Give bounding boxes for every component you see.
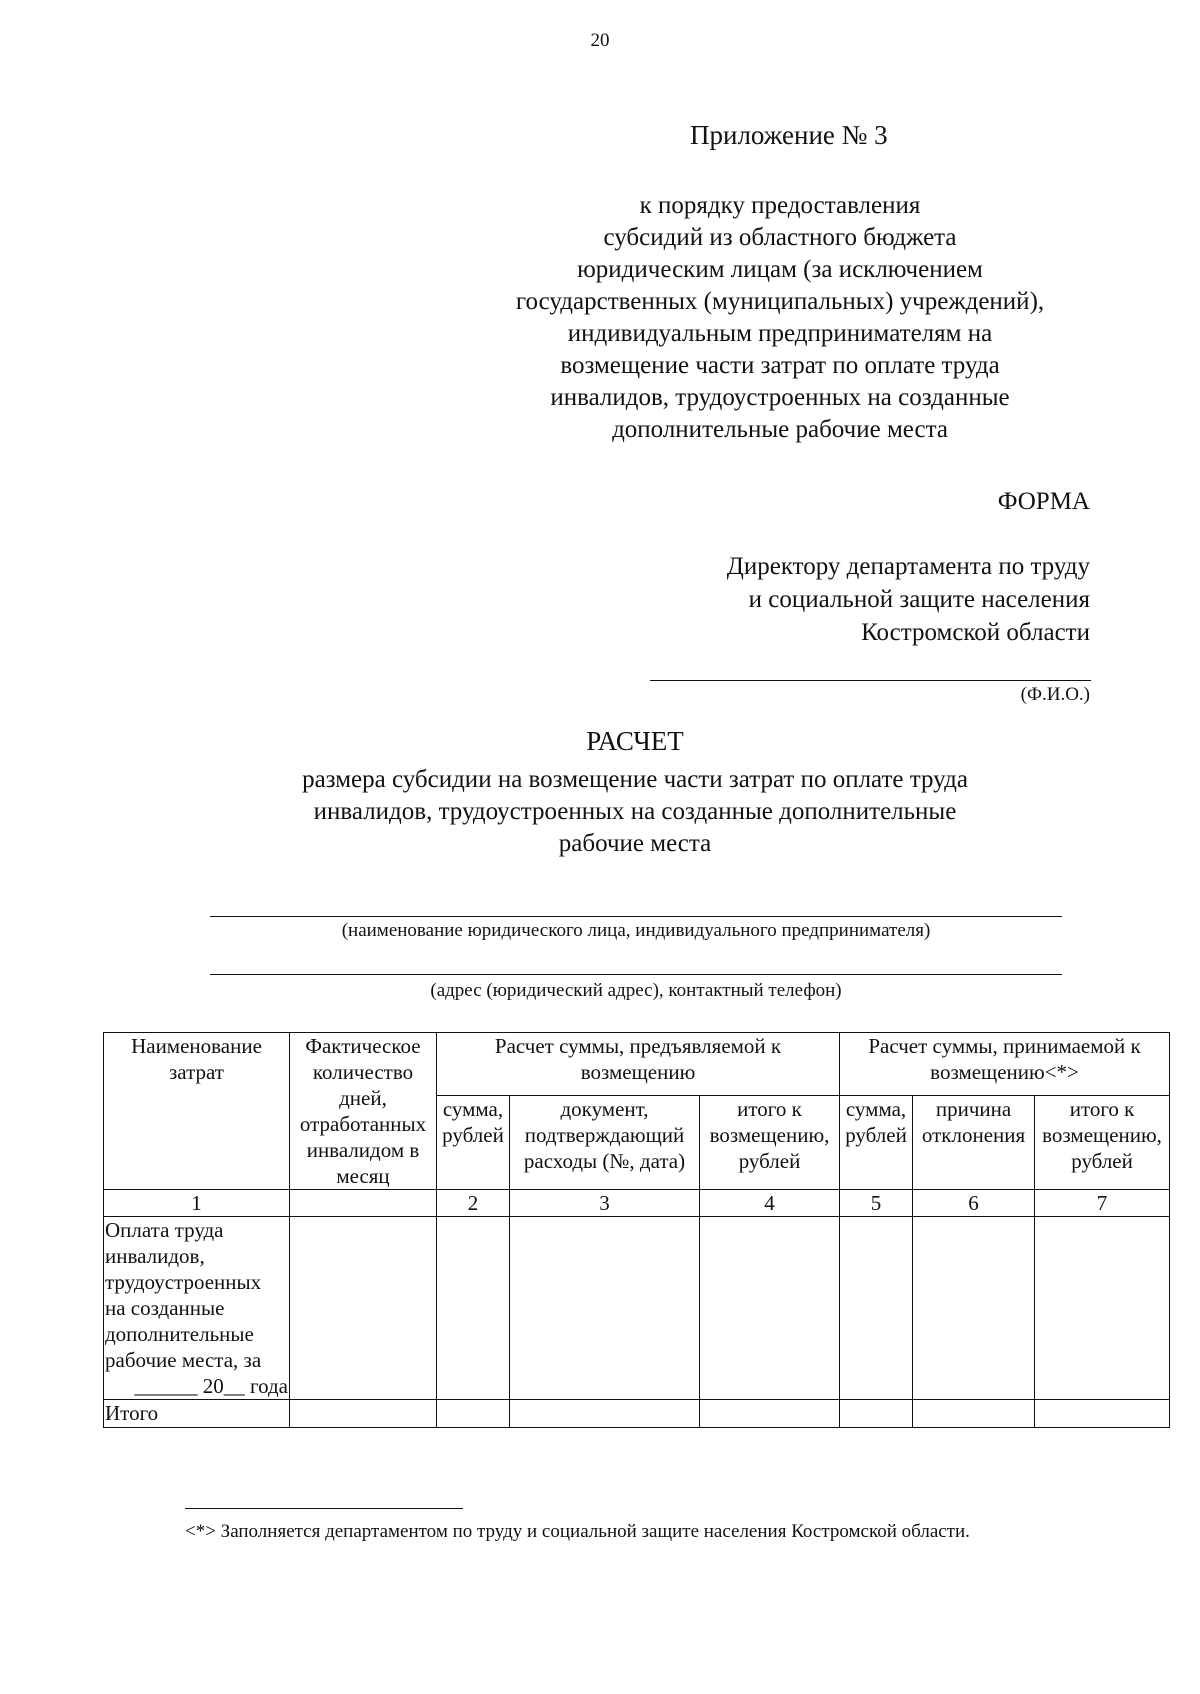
row-label-wage <box>104 1217 290 1400</box>
addressee-block <box>590 550 1090 649</box>
header-sum: сумма, рублей <box>437 1096 510 1190</box>
cell-total-sum-accepted[interactable] <box>840 1400 913 1428</box>
column-number: 6 <box>913 1190 1035 1217</box>
cell-days[interactable] <box>290 1217 437 1400</box>
row-label-line: ______ 20__ года <box>134 1374 288 1398</box>
document-subtitle-line: инвалидов, трудоустроенных на созданные дополнительные <box>313 798 957 825</box>
column-number: 2 <box>437 1190 510 1217</box>
org-name-fill-line[interactable] <box>210 916 1062 917</box>
column-number: 4 <box>700 1190 840 1217</box>
address-fill-line[interactable] <box>210 974 1062 975</box>
page-number: 20 <box>590 30 610 51</box>
addressee-line: Директору департамента по труду <box>726 553 1090 580</box>
form-label: ФОРМА <box>997 488 1090 515</box>
table-header-row <box>104 1033 1170 1096</box>
appendix-subtitle-line: дополнительные рабочие места <box>612 416 948 443</box>
calculation-table <box>103 1032 1170 1428</box>
cell-total-sum[interactable] <box>437 1400 510 1428</box>
table-number-row <box>104 1190 1170 1217</box>
cell-total-document[interactable] <box>510 1400 700 1428</box>
cell-document[interactable] <box>510 1217 700 1400</box>
fio-caption: (Ф.И.О.) <box>1020 684 1090 705</box>
document-subtitle-line: рабочие места <box>558 830 712 857</box>
appendix-title: Приложение № 3 <box>690 120 888 150</box>
document-subtitle <box>230 764 1040 860</box>
appendix-subtitle-line: государственных (муниципальных) учреждений), <box>515 288 1045 315</box>
row-label-line: дополнительные <box>105 1322 254 1346</box>
row-label-line: Оплата труда <box>105 1218 224 1242</box>
appendix-subtitle-line: возмещение части затрат по оплате труда <box>560 352 1000 379</box>
header-days-count: Фактическое количество дней, отработанных инвалидом в месяц <box>290 1033 437 1190</box>
footnote: <*> Заполняется департаментом по труду и социальной защите населения Костромской области. <box>185 1521 970 1542</box>
document-title: РАСЧЕТ <box>586 726 684 756</box>
header-total-claimed: итого к возмещению, рублей <box>700 1096 840 1190</box>
cell-total-accepted[interactable] <box>1035 1217 1170 1400</box>
header-reason: причина отклонения <box>913 1096 1035 1190</box>
appendix-subtitle-line: субсидий из областного бюджета <box>603 224 957 251</box>
addressee-line: Костромской области <box>861 619 1090 646</box>
cell-sum[interactable] <box>437 1217 510 1400</box>
org-name-caption: (наименование юридического лица, индивидуального предпринимателя) <box>341 920 931 941</box>
header-cost-name: Наименование затрат <box>104 1033 290 1190</box>
cell-total-claimed-sum[interactable] <box>700 1400 840 1428</box>
cell-total-reason[interactable] <box>913 1400 1035 1428</box>
row-label-line: трудоустроенных <box>105 1270 262 1294</box>
cell-total-days[interactable] <box>290 1400 437 1428</box>
row-label-line: на созданные <box>105 1296 225 1320</box>
column-number: 7 <box>1035 1190 1170 1217</box>
table-row <box>104 1217 1170 1400</box>
row-label-line: рабочие места, за <box>105 1348 262 1372</box>
cell-total-accepted-sum[interactable] <box>1035 1400 1170 1428</box>
fio-fill-line[interactable] <box>650 680 1091 681</box>
cell-sum-accepted[interactable] <box>840 1217 913 1400</box>
row-label-total: Итого <box>104 1400 290 1428</box>
footnote-separator <box>185 1508 463 1509</box>
cell-total-claimed[interactable] <box>700 1217 840 1400</box>
header-claimed-group: Расчет суммы, предъявляемой к возмещению <box>437 1033 840 1096</box>
appendix-subtitle-line: индивидуальным предпринимателям на <box>567 320 993 347</box>
addressee-line: и социальной защите населения <box>748 586 1090 613</box>
header-sum-accepted: сумма, рублей <box>840 1096 913 1190</box>
cell-reason[interactable] <box>913 1217 1035 1400</box>
document-subtitle-line: размера субсидии на возмещение части затрат по оплате труда <box>302 766 968 793</box>
header-document: документ, подтверждающий расходы (№, дата) <box>510 1096 700 1190</box>
appendix-subtitle-line: юридическим лицам (за исключением <box>577 256 983 283</box>
column-number: 5 <box>840 1190 913 1217</box>
header-accepted-group: Расчет суммы, принимаемой к возмещению<*> <box>840 1033 1170 1096</box>
appendix-subtitle <box>470 190 1090 446</box>
column-number: 3 <box>510 1190 700 1217</box>
appendix-subtitle-line: инвалидов, трудоустроенных на созданные <box>550 384 1010 411</box>
table-row-total <box>104 1400 1170 1428</box>
appendix-subtitle-line: к порядку предоставления <box>639 192 921 219</box>
address-caption: (адрес (юридический адрес), контактный телефон) <box>430 980 842 1001</box>
column-number: 1 <box>104 1190 290 1217</box>
column-number-empty <box>290 1190 437 1217</box>
row-label-line: инвалидов, <box>105 1244 205 1268</box>
header-total-accepted: итого к возмещению, рублей <box>1035 1096 1170 1190</box>
